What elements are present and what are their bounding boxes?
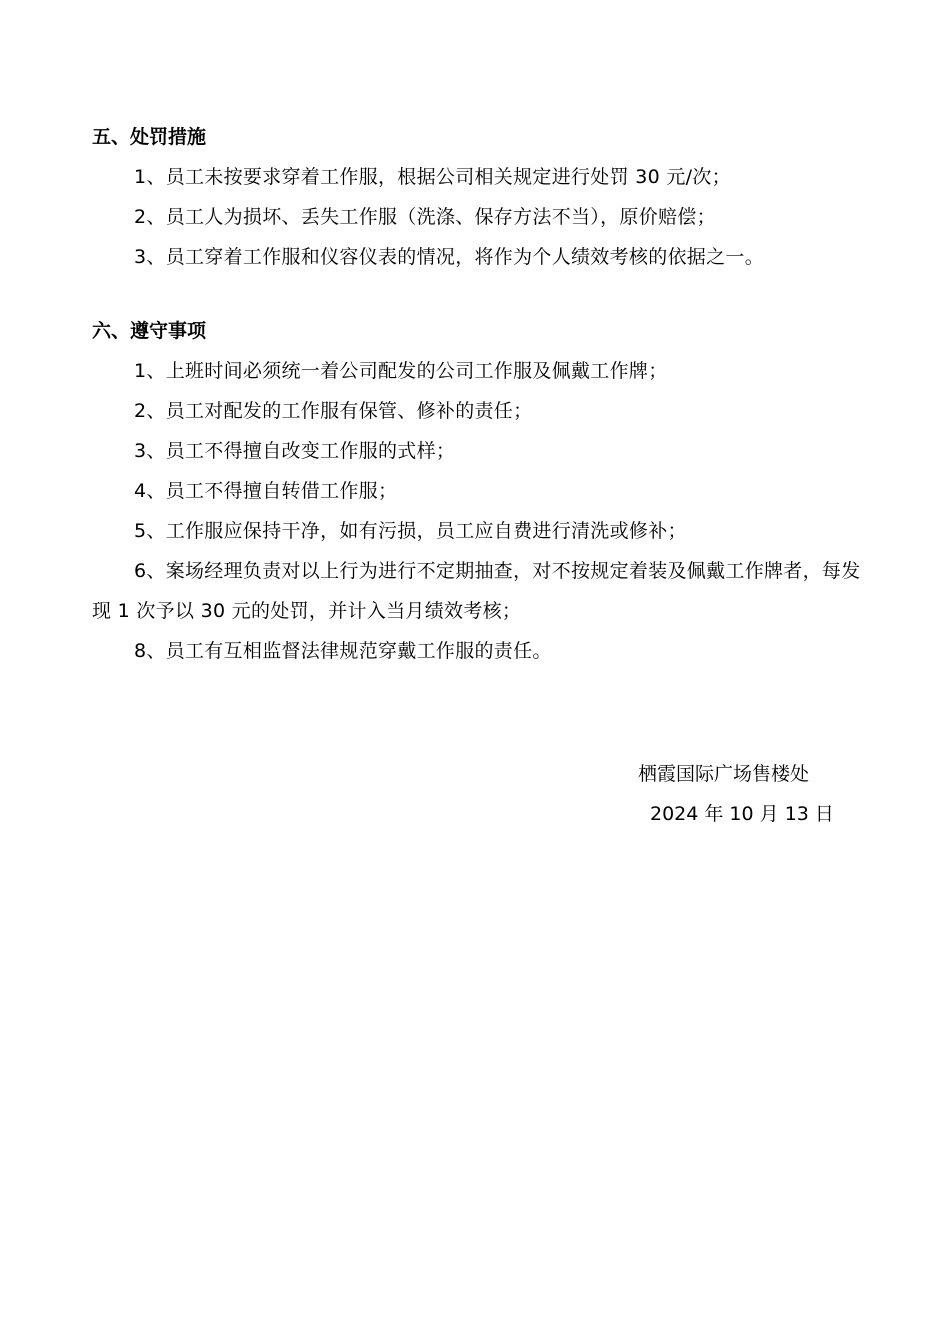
list-item: 4、员工不得擅自转借工作服； [134,480,398,502]
list-item: 2、员工对配发的工作服有保管、修补的责任； [134,400,533,422]
signature-organization: 栖霞国际广场售楼处 [638,763,810,785]
list-item: 1、上班时间必须统一着公司配发的公司工作服及佩戴工作牌； [134,360,668,382]
list-item: 8、员工有互相监督法律规范穿戴工作服的责任。 [134,640,552,662]
list-item: 3、员工穿着工作服和仪容仪表的情况，将作为个人绩效考核的依据之一。 [134,246,764,268]
section-title: 五、处罚措施 [92,126,207,148]
section-penalties [92,117,872,277]
section-title: 六、遵守事项 [92,320,207,342]
signature-date: 2024 年 10 月 13 日 [650,803,834,825]
list-item: 5、工作服应保持干净，如有污损，员工应自费进行清洗或修补； [134,520,687,542]
list-item: 3、员工不得擅自改变工作服的式样； [134,440,456,462]
list-item: 6、案场经理负责对以上行为进行不定期抽查，对不按规定着装及佩戴工作牌者，每发现 1 次予以 30 元的处罚，并计入当月绩效考核； [92,560,861,622]
list-item: 2、员工人为损坏、丢失工作服（洗涤、保存方法不当），原价赔偿； [134,206,716,228]
list-item: 1、员工未按要求穿着工作服，根据公司相关规定进行处罚 30 元/次； [134,166,731,188]
section-compliance [92,311,872,671]
